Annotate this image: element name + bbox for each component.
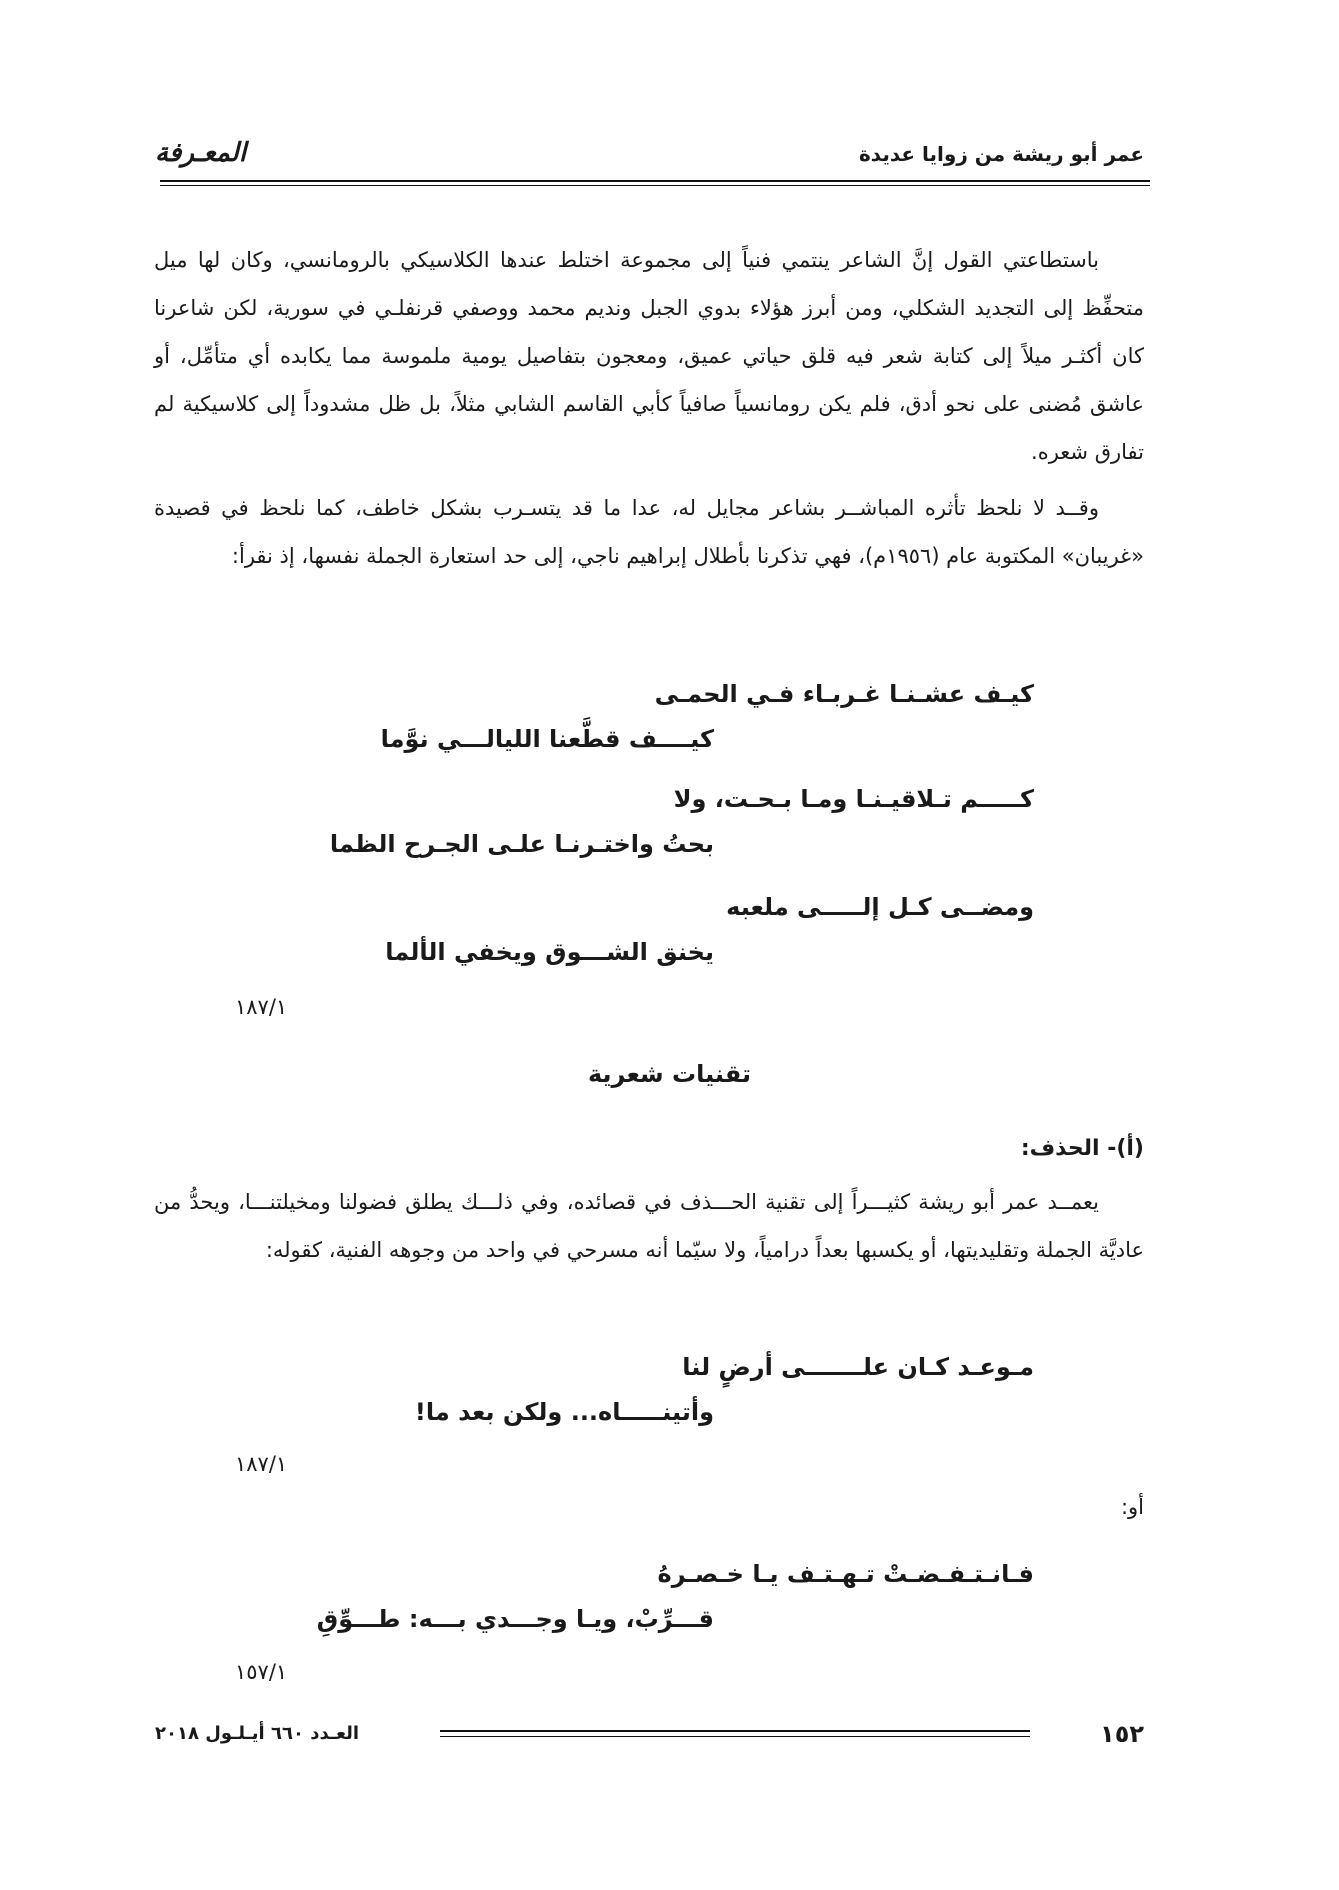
- article-title: عمر أبو ريشة من زوايا عديدة: [858, 142, 1144, 166]
- footer-rule-top: [440, 1730, 1030, 1732]
- poem1-line2-second: بحتُ واختـرنـا علـى الجـرح الظما: [329, 830, 714, 858]
- poem3-line1-first: فـانـتـفـضـتْ تـهـتـف يـا خـصـرهُ: [657, 1560, 1034, 1588]
- section-heading: تقنيات شعرية: [587, 1060, 751, 1088]
- issue-info: العـدد ٦٦٠ أيـلـول ٢٠١٨: [155, 1723, 360, 1744]
- magazine-logo: المعـرفة: [155, 138, 247, 168]
- poem1-line3-second: يخنق الشـــوق ويخفي الألما: [385, 938, 714, 966]
- footer-rule-bottom: [440, 1736, 1030, 1737]
- poem2-line1-second: وأتينـــــاه... ولكن بعد ما!: [414, 1398, 714, 1426]
- subheading-deletion: (أ)- الحذف:: [1020, 1136, 1144, 1161]
- poem3-line1-second: قـــرِّبْ، ويـا وجـــدي بـــه: طـــوِّقِ: [316, 1605, 714, 1633]
- poem2-line1-first: مـوعـد كـان علـــــــى أرضٍ لنا: [682, 1353, 1034, 1381]
- poem1-line1-second: كيــــف قطَّعنا الليالـــي نوَّما: [380, 725, 714, 753]
- paragraph-3: يعمــد عمر أبو ريشة كثيـــراً إلى تقنية الحـــذف في قصائده، وفي ذلـــك يطلق فضولنا ومخيلتنـــا، ويحدُّ من عاديَّة الجملة وتقليديتها، أو يكسبها بعداً درامياً، ولا سيّما أنه مسرحي في واحد من وجوهه الفنية، كقوله:: [154, 1190, 1144, 1262]
- poem1-line3-first: ومضــى كـل إلـــــى ملعبه: [726, 893, 1034, 921]
- poem2-reference: ١٨٧/١: [235, 1452, 288, 1476]
- header-rule-top: [160, 180, 1150, 182]
- poem1-reference: ١٨٧/١: [235, 995, 288, 1019]
- or-word: أو:: [1120, 1495, 1144, 1519]
- header-rule-bottom: [160, 185, 1150, 186]
- poem3-reference: ١٥٧/١: [235, 1660, 288, 1684]
- paragraph-1: باستطاعتي القول إنَّ الشاعر ينتمي فنياً إلى مجموعة اختلط عندها الكلاسيكي بالرومانسي، وكان لها ميل متحفِّظ إلى التجديد الشكلي، ومن أبرز هؤلاء بدوي الجبل ونديم محمد ووصفي قرنفلـي في سورية، لكن شاعرنا كان أكثـر ميلاً إلى كتابة شعر فيه قلق حياتي عميق، ومعجون بتفاصيل يومية ملموسة مما يكابده أي متأمِّل، أو عاشق مُضنى على نحو أدق، فلم يكن رومانسياً صافياً كأبي القاسم الشابي مثلاً، بل ظل مشدوداً إلى كلاسيكية لم تفارق شعره.: [154, 248, 1144, 464]
- poem1-line2-first: كـــــم تـلاقيـنـا ومـا بـحـت، ولا: [673, 785, 1034, 813]
- paragraph-2: وقــد لا نلحظ تأثره المباشــر بشاعر مجايل له، عدا ما قد يتسـرب بشكل خاطف، كما نلحظ في قصيدة «غريبان» المكتوبة عام (١٩٥٦م)، فهي تذكرنا بأطلال إبراهيم ناجي، إلى حد استعارة الجملة نفسها، إذ نقرأ:: [154, 496, 1144, 568]
- poem1-line1-first: كيـف عشـنـا غـربـاء فـي الحمـى: [654, 680, 1034, 708]
- body-text-block-2: [154, 1178, 1144, 1274]
- page-number: ١٥٢: [1100, 1720, 1144, 1748]
- body-text-block-1: [154, 236, 1144, 580]
